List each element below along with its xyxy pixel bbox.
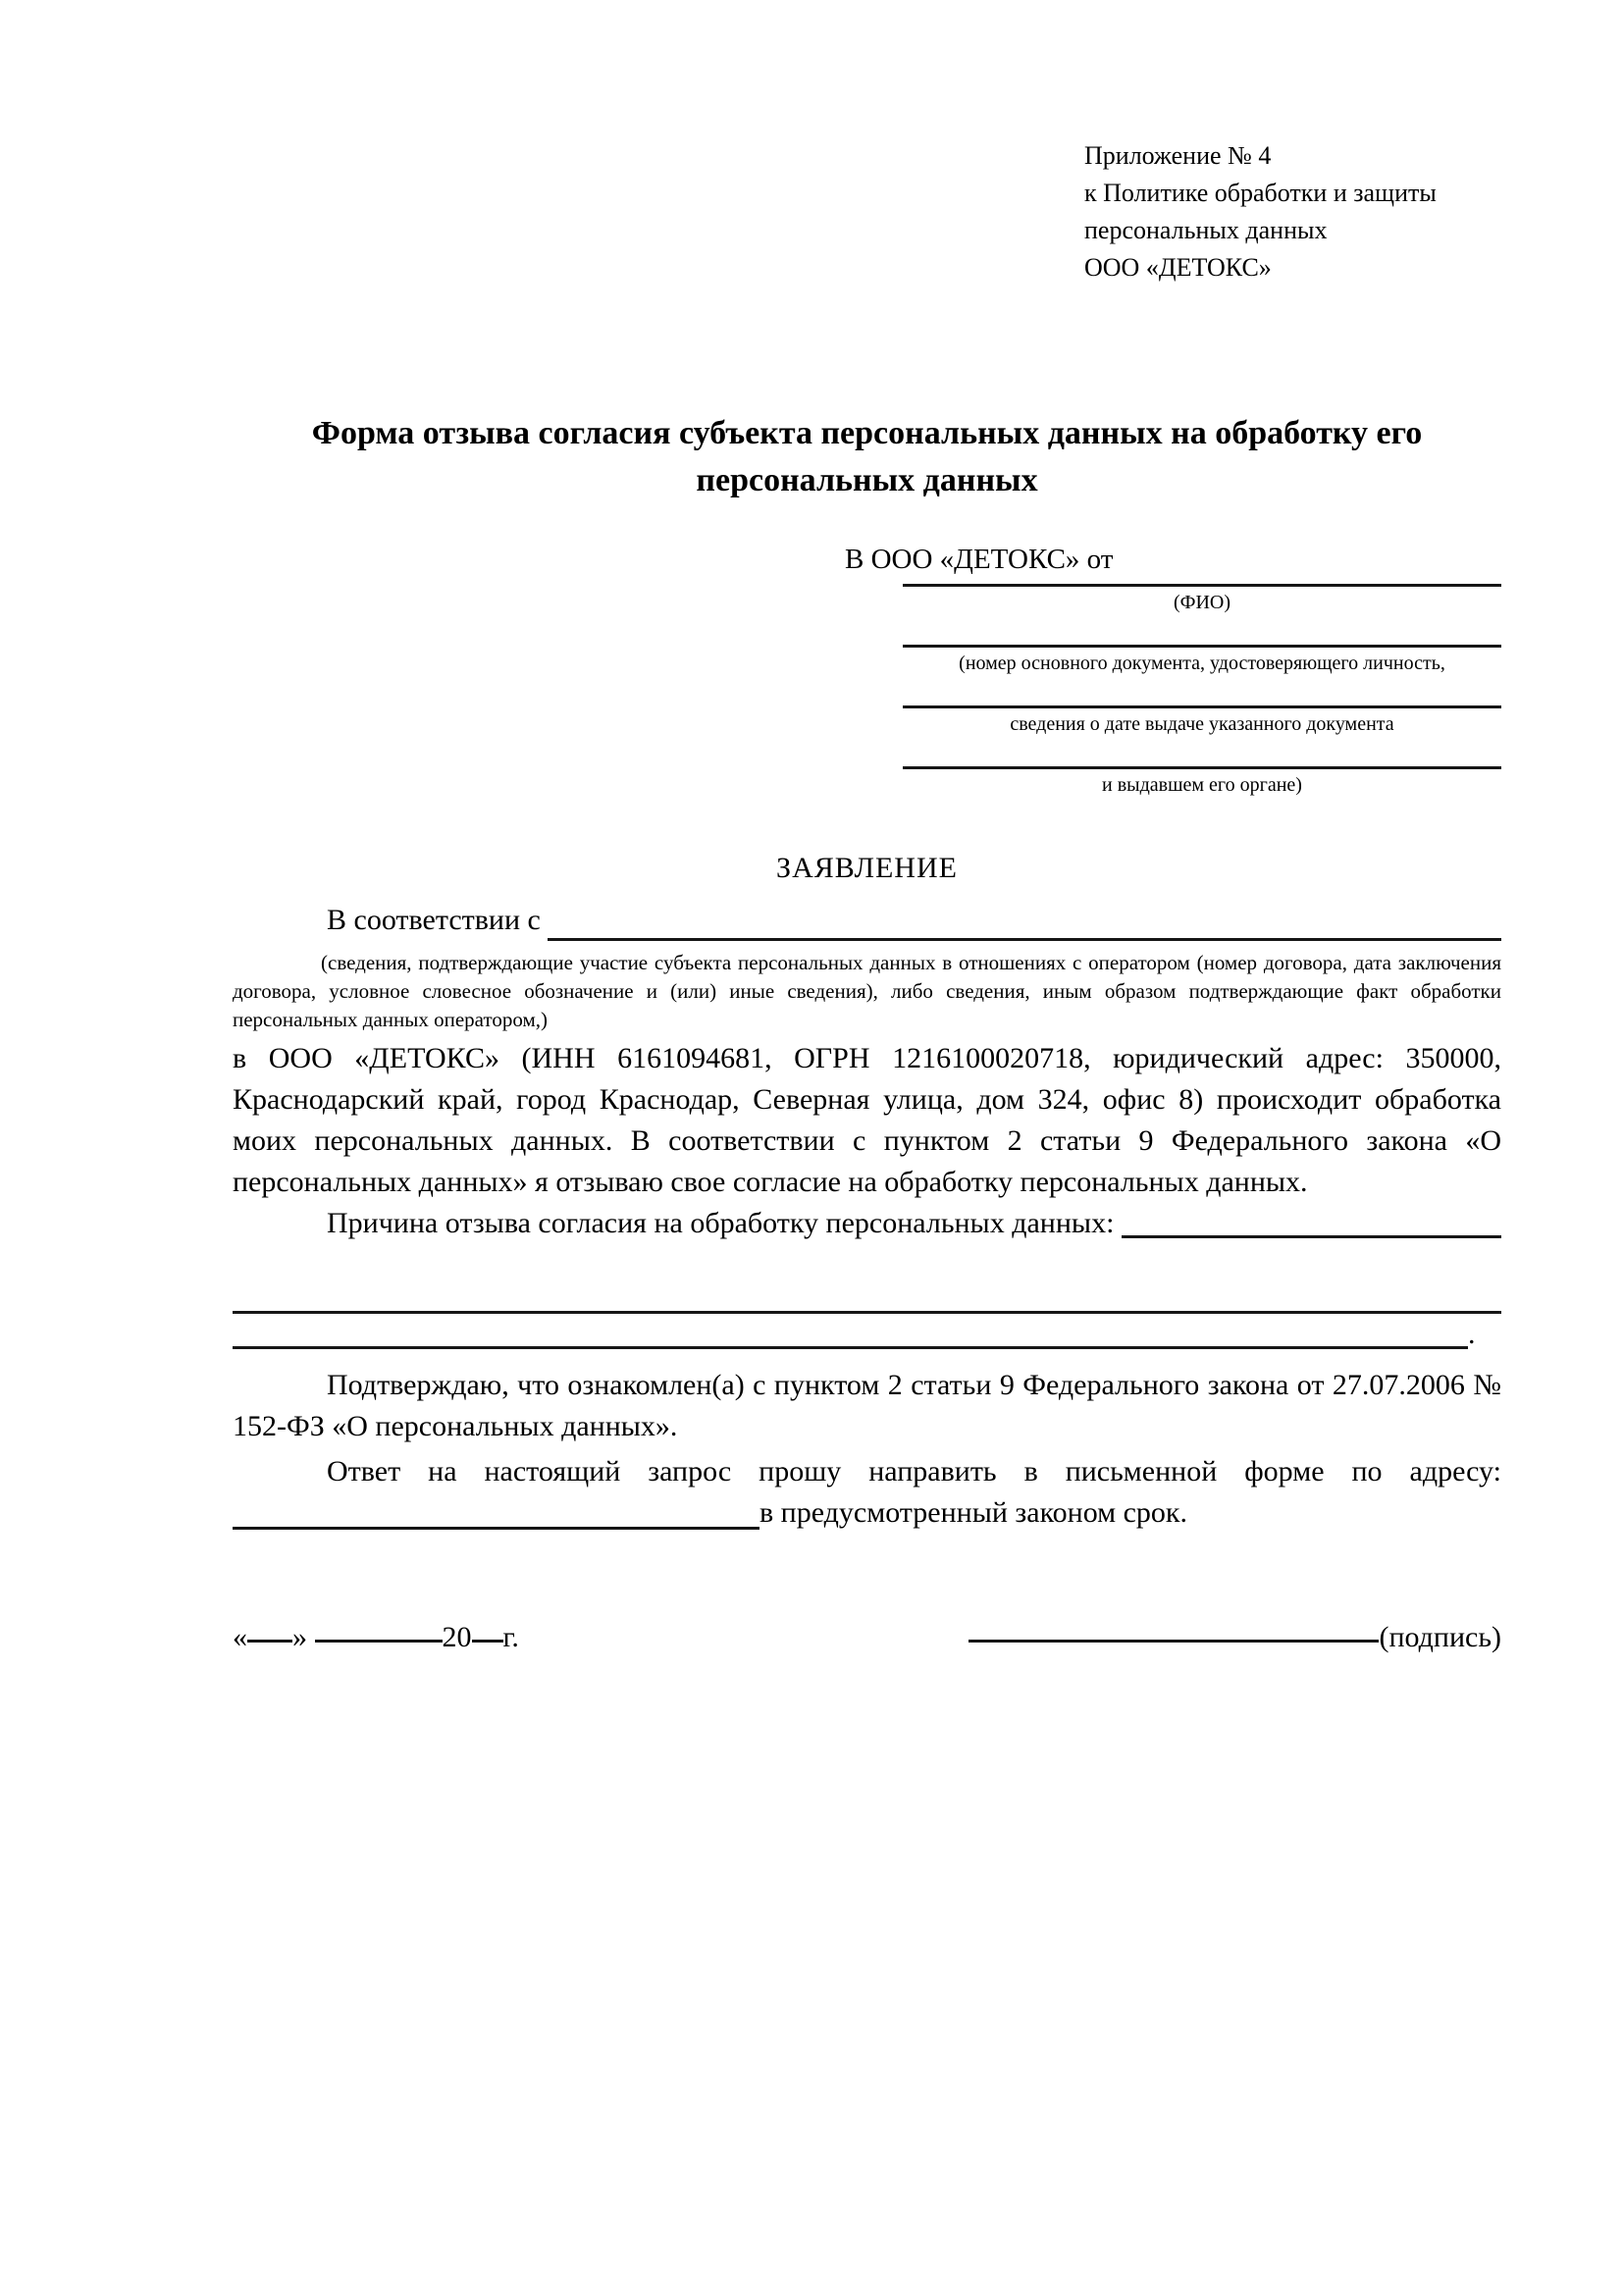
in-accordance-blank-line <box>548 909 1501 941</box>
fio-caption: (ФИО) <box>1173 592 1230 613</box>
confirmation-paragraph: Подтверждаю, что ознакомлен(а) с пунктом 2 статьи 9 Федерального закона от 27.07.2006 № 152-ФЗ «О персональных данных». <box>233 1369 1501 1442</box>
reply-address-line <box>233 1492 1501 1534</box>
reason-blank-line-inline <box>1122 1206 1501 1238</box>
document-number-field <box>903 645 1501 676</box>
day-blank <box>247 1610 292 1643</box>
signature-blank-line <box>969 1610 1379 1643</box>
date-open-quote: « <box>233 1621 247 1653</box>
year-literal: 20 <box>442 1621 472 1653</box>
signature-field <box>969 1610 1501 1658</box>
issuing-authority-field <box>903 766 1501 798</box>
addressee-block <box>233 542 1501 798</box>
month-blank <box>315 1610 443 1643</box>
footnote-text: (сведения, подтверждающие участие субъекта персональных данных в отношениях с оператором (номер договора, дата заключения договора, условное словесное обозначение и (или) иные сведения), либо сведения, иным образом подтверждающие факт обработки персональных данных оператором,) <box>233 951 1501 1031</box>
reply-suffix-text: в предусмотренный законом срок. <box>759 1496 1187 1529</box>
issue-date-field <box>903 705 1501 737</box>
fio-field <box>903 584 1501 615</box>
appendix-header <box>1084 137 1501 287</box>
appendix-company: ООО «ДЕТОКС» <box>1084 253 1272 282</box>
year-blank <box>472 1610 503 1643</box>
reply-address-blank-line <box>233 1497 759 1530</box>
document-title: Форма отзыва согласия субъекта персональных данных на обработку его персональных данных <box>311 415 1423 498</box>
reason-text: Причина отзыва согласия на обработку персональных данных: <box>327 1207 1115 1239</box>
reason-blank-line-2-rule <box>233 1317 1468 1349</box>
in-accordance-line <box>233 900 1501 941</box>
issue-date-caption: сведения о дате выдаче указанного документа <box>1010 713 1394 735</box>
reason-blank-line-1 <box>233 1281 1501 1314</box>
document-content <box>233 137 1501 1658</box>
date-signature-row <box>233 1610 1501 1658</box>
date-close-quote: » <box>292 1621 307 1653</box>
document-number-caption: (номер основного документа, удостоверяющего личность, <box>959 652 1445 674</box>
addressee-fill-zone <box>903 584 1501 798</box>
in-accordance-text: В соответствии с <box>327 904 541 936</box>
appendix-policy-line2: персональных данных <box>1084 216 1328 244</box>
statement-heading: ЗАЯВЛЕНИЕ <box>776 852 958 884</box>
reply-request-paragraph: Ответ на настоящий запрос прошу направить в письменной форме по адресу: <box>327 1455 1501 1487</box>
reason-line <box>233 1203 1501 1244</box>
reason-blank-line-2 <box>233 1314 1501 1355</box>
reason-terminator: . <box>1468 1318 1476 1350</box>
appendix-policy-line1: к Политике обработки и защиты <box>1084 179 1437 207</box>
addressee-to-line: В ООО «ДЕТОКС» от <box>845 544 1114 575</box>
main-paragraph: в ООО «ДЕТОКС» (ИНН 6161094681, ОГРН 1216100020718, юридический адрес: 350000, Краснодарский край, город Краснодар, Северная улица, дом 324, офис 8) происходит обработка моих персональных данных. В соответствии с пунктом 2 статьи 9 Федерального закона «О персональных данных» я отзываю свое согласие на обработку персональных данных. <box>233 1042 1501 1198</box>
year-era: г. <box>502 1621 519 1653</box>
appendix-number: Приложение № 4 <box>1084 141 1272 170</box>
signature-caption: (подпись) <box>1379 1621 1501 1653</box>
date-field <box>233 1610 519 1658</box>
issuing-authority-caption: и выдавшем его органе) <box>1102 774 1302 796</box>
